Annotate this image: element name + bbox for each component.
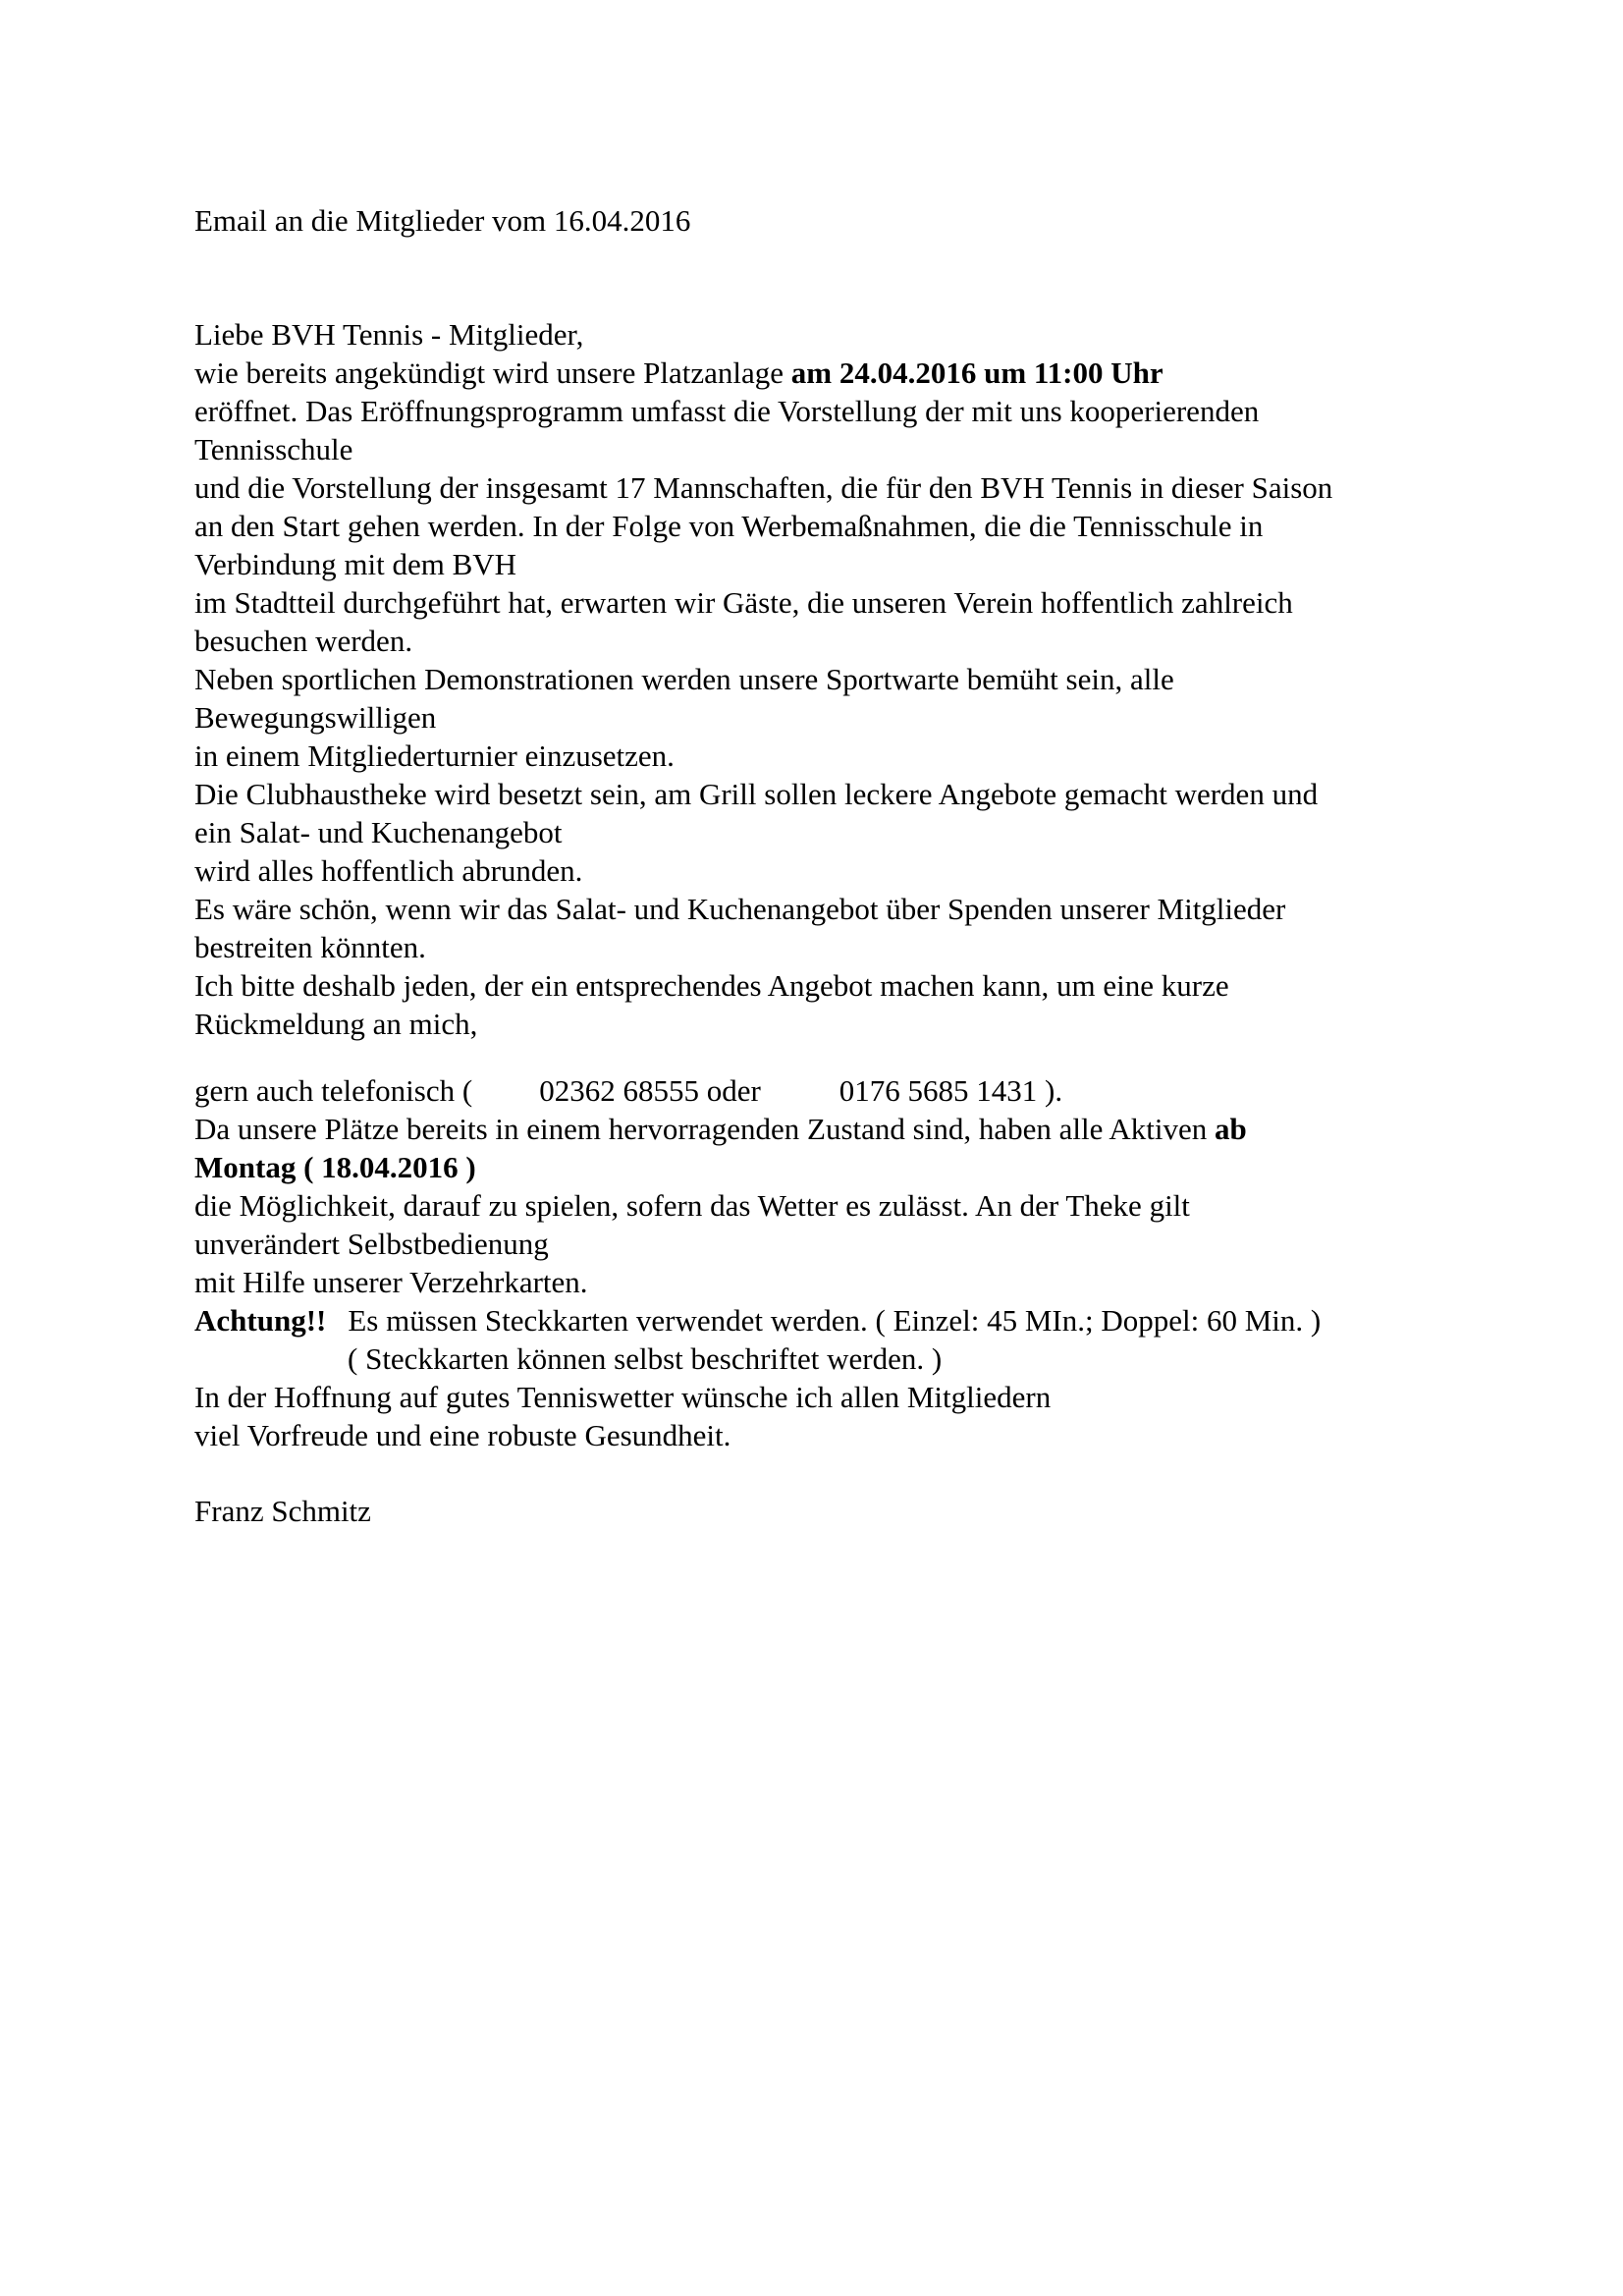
- body-line: und die Vorstellung der insgesamt 17 Mannschaften, die für den BVH Tennis in dieser Saison: [194, 470, 1333, 505]
- body-text: wie bereits angekündigt wird unsere Platzanlage: [194, 355, 791, 390]
- body-line: im Stadtteil durchgeführt hat, erwarten wir Gäste, die unseren Verein hoffentlich zahlreich: [194, 585, 1293, 620]
- body-line: ein Salat- und Kuchenangebot: [194, 815, 563, 849]
- body-line: wird alles hoffentlich abrunden.: [194, 853, 583, 888]
- body-line: [194, 1340, 942, 1378]
- attention-label: Achtung!!: [194, 1303, 327, 1338]
- body-line: Es wäre schön, wenn wir das Salat- und Kuchenangebot über Spenden unserer Mitglieder: [194, 892, 1286, 926]
- body-line: mit Hilfe unserer Verzehrkarten.: [194, 1265, 588, 1299]
- body-line: die Möglichkeit, darauf zu spielen, sofern das Wetter es zulässt. An der Theke gilt: [194, 1188, 1190, 1223]
- greeting: Liebe BVH Tennis - Mitglieder,: [194, 317, 584, 352]
- phone-line: [194, 1072, 1062, 1110]
- body-line: besuchen werden.: [194, 624, 413, 658]
- body-line: [194, 355, 1163, 392]
- body-line: eröffnet. Das Eröffnungsprogramm umfasst die Vorstellung der mit uns kooperierenden: [194, 394, 1260, 428]
- body-line: viel Vorfreude und eine robuste Gesundheit.: [194, 1418, 731, 1452]
- opening-date: am 24.04.2016 um 11:00 Uhr: [790, 355, 1163, 390]
- body-line: unverändert Selbstbedienung: [194, 1227, 549, 1261]
- body-line: an den Start gehen werden. In der Folge von Werbemaßnahmen, die die Tennisschule in: [194, 509, 1264, 543]
- body-text: Da unsere Plätze bereits in einem hervorragenden Zustand sind, haben alle Aktiven: [194, 1112, 1216, 1146]
- body-line: Bewegungswilligen: [194, 700, 437, 735]
- play-start-date: Montag ( 18.04.2016 ): [194, 1150, 476, 1184]
- body-line: In der Hoffnung auf gutes Tenniswetter wünsche ich allen Mitgliedern: [194, 1380, 1052, 1414]
- body-line: Ich bitte deshalb jeden, der ein entsprechendes Angebot machen kann, um eine kurze: [194, 968, 1229, 1003]
- phone-number-landline: 02362 68555 oder: [539, 1073, 761, 1108]
- body-line: [194, 1111, 1247, 1148]
- body-line: in einem Mitgliederturnier einzusetzen.: [194, 738, 675, 773]
- signature: Franz Schmitz: [194, 1494, 371, 1528]
- body-line: Verbindung mit dem BVH: [194, 547, 517, 581]
- body-line: Tennisschule: [194, 432, 353, 466]
- body-line: Neben sportlichen Demonstrationen werden unsere Sportwarte bemüht sein, alle: [194, 662, 1174, 696]
- phone-prefix: gern auch telefonisch (: [194, 1073, 473, 1108]
- body-line: Die Clubhaustheke wird besetzt sein, am Grill sollen leckere Angebote gemacht werden und: [194, 777, 1319, 811]
- bold-text: ab: [1215, 1112, 1247, 1146]
- attention-line: [194, 1302, 1321, 1339]
- attention-note: ( Steckkarten können selbst beschriftet werden. ): [348, 1341, 943, 1376]
- attention-text: Es müssen Steckkarten verwendet werden. ( Einzel: 45 MIn.; Doppel: 60 Min. ): [348, 1303, 1322, 1338]
- body-line: Rückmeldung an mich,: [194, 1007, 478, 1041]
- body-line: bestreiten könnten.: [194, 930, 426, 964]
- email-subject: Email an die Mitglieder vom 16.04.2016: [194, 203, 691, 238]
- body-line: [194, 1149, 476, 1186]
- phone-number-mobile: 0176 5685 1431 ).: [839, 1073, 1063, 1108]
